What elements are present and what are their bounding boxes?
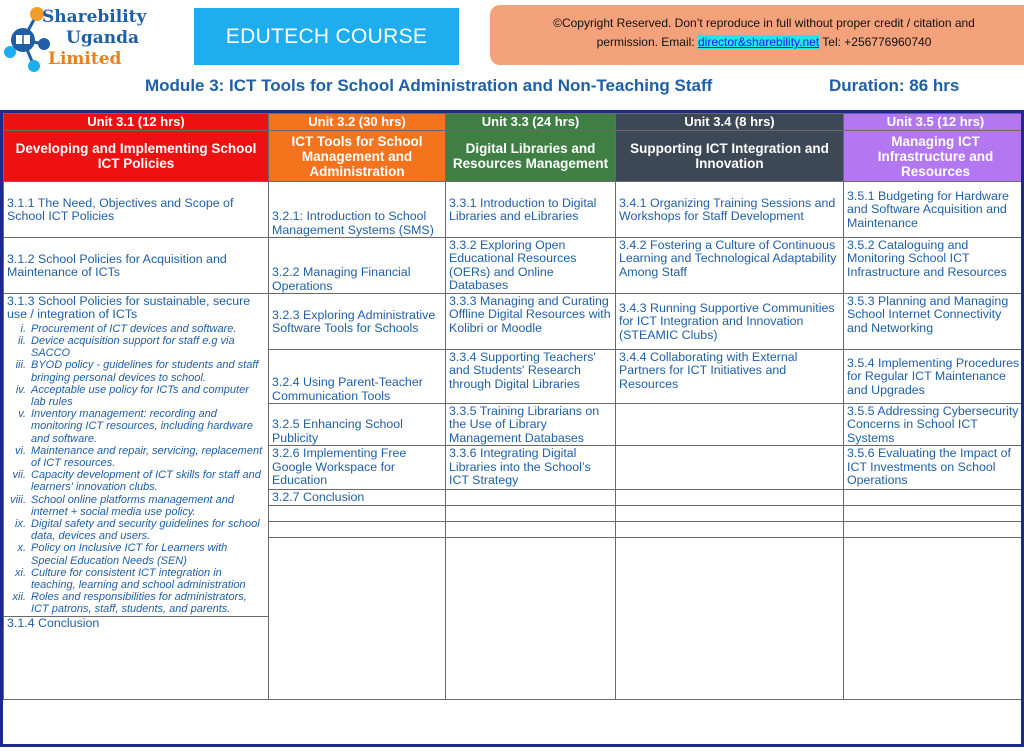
- policy-number: x.: [17, 542, 26, 555]
- module-units-table: [0, 110, 1024, 747]
- policy-item: [7, 494, 265, 518]
- topic-row: [4, 238, 1024, 294]
- policy-number: v.: [18, 408, 26, 421]
- topic-3-3-6: 3.3.6 Integrating Digital Libraries into the School’s ICT Strategy: [446, 446, 616, 490]
- topic-3-3-5: 3.3.5 Training Librarians on the Use of Library Management Databases: [446, 404, 616, 446]
- sharebility-logo: [4, 4, 164, 76]
- policy-text: Inventory management: recording and monitoring ICT resources, including hardware and software.: [31, 408, 253, 445]
- topic-3-5-1: 3.5.1 Budgeting for Hardware and Software Acquisition and Maintenance: [844, 182, 1024, 238]
- policy-text: Procurement of ICT devices and software.: [31, 322, 237, 335]
- policy-text: School online platforms management and internet + social media use policy.: [31, 493, 235, 518]
- module-title: Module 3: ICT Tools for School Administration and Non-Teaching Staff: [145, 76, 713, 95]
- unit-3-1-title: Developing and Implementing School ICT Policies: [4, 131, 269, 182]
- policy-item: [7, 359, 265, 383]
- policy-text: Device acquisition support for staff e.g via SACCO: [31, 335, 235, 360]
- topic-3-4-4: 3.4.4 Collaborating with External Partners for ICT Initiatives and Resources: [616, 350, 844, 404]
- empty-cell: [269, 522, 446, 538]
- unit-3-3-label: Unit 3.3 (24 hrs): [446, 114, 616, 131]
- logo-text-line3: Limited: [48, 49, 122, 69]
- topic-3-3-2: 3.3.2 Exploring Open Educational Resources (OERs) and Online Databases: [446, 238, 616, 294]
- policy-text: Policy on Inclusive ICT for Learners with Special Education Needs (SEN): [31, 542, 228, 567]
- policy-text: Maintenance and repair, servicing, replacement of ICT resources.: [31, 444, 263, 470]
- policy-item: [7, 542, 265, 566]
- topic-3-3-4: 3.3.4 Supporting Teachers' and Students' Research through Digital Libraries: [446, 350, 616, 404]
- topic-3-1-1: 3.1.1 The Need, Objectives and Scope of School ICT Policies: [4, 182, 269, 238]
- policy-number: ii.: [18, 335, 26, 348]
- empty-cell: [616, 446, 844, 490]
- topic-3-2-7: 3.2.7 Conclusion: [269, 490, 446, 506]
- copyright-email-link[interactable]: director&sharebility.net: [697, 35, 820, 49]
- policy-item: [7, 567, 265, 591]
- topic-3-4-3: 3.4.3 Running Supportive Communities for ICT Integration and Innovation (STEAMIC Clubs): [616, 294, 844, 350]
- topic-3-5-5: 3.5.5 Addressing Cybersecurity Concerns in School ICT Systems: [844, 404, 1024, 446]
- policy-number: viii.: [10, 493, 26, 506]
- unit-3-2-title: ICT Tools for School Management and Administration: [269, 131, 446, 182]
- topic-3-5-6: 3.5.6 Evaluating the Impact of ICT Investments on School Operations: [844, 446, 1024, 490]
- policy-item: [7, 469, 265, 493]
- empty-cell: [616, 404, 844, 446]
- copyright-phone: Tel: +256776960740: [819, 35, 932, 49]
- unit-3-3-title: Digital Libraries and Resources Management: [446, 131, 616, 182]
- policy-item: [7, 335, 265, 359]
- empty-cell: [446, 490, 616, 506]
- topic-3-3-1: 3.3.1 Introduction to Digital Libraries and eLibraries: [446, 182, 616, 238]
- policy-text: Capacity development of ICT skills for staff and learners' innovation clubs.: [31, 469, 261, 494]
- policy-number: i.: [20, 322, 26, 335]
- topic-row: [4, 294, 1024, 350]
- topic-3-1-3-title: 3.1.3 School Policies for sustainable, secure use / integration of ICTs: [7, 294, 251, 322]
- topic-3-5-2: 3.5.2 Cataloguing and Monitoring School ICT Infrastructure and Resources: [844, 238, 1024, 294]
- unit-label-row: [4, 114, 1024, 131]
- empty-cell: [844, 522, 1024, 538]
- topic-3-2-6: 3.2.6 Implementing Free Google Workspace for Education: [269, 446, 446, 490]
- copyright-line1: ©Copyright Reserved. Don’t reproduce in full without proper credit / citation and: [553, 16, 975, 30]
- empty-cell: [446, 522, 616, 538]
- logo-text-line2: Uganda: [66, 28, 139, 48]
- topic-3-5-4: 3.5.4 Implementing Procedures for Regular ICT Maintenance and Upgrades: [844, 350, 1024, 404]
- copyright-notice: [490, 5, 1024, 65]
- topic-3-2-5: 3.2.5 Enhancing School Publicity: [269, 404, 446, 446]
- policy-list: [7, 323, 265, 616]
- unit-3-4-title: Supporting ICT Integration and Innovation: [616, 131, 844, 182]
- unit-3-5-title: Managing ICT Infrastructure and Resources: [844, 131, 1024, 182]
- topic-3-5-3: 3.5.3 Planning and Managing School Internet Connectivity and Networking: [844, 294, 1024, 350]
- empty-cell: [844, 538, 1024, 700]
- topic-3-4-2: 3.4.2 Fostering a Culture of Continuous Learning and Technological Adaptability Among Staff: [616, 238, 844, 294]
- topic-3-2-4: 3.2.4 Using Parent-Teacher Communication Tools: [269, 350, 446, 404]
- topic-3-1-4: 3.1.4 Conclusion: [4, 616, 268, 630]
- units-grid: [3, 113, 1024, 700]
- topic-3-2-3: 3.2.3 Exploring Administrative Software Tools for Schools: [269, 294, 446, 350]
- policy-item: [7, 323, 265, 335]
- policy-number: xi.: [15, 566, 26, 579]
- topic-row: [4, 182, 1024, 238]
- policy-number: vii.: [12, 469, 26, 482]
- copyright-line2: [490, 33, 1024, 52]
- unit-title-row: [4, 131, 1024, 182]
- policy-number: vi.: [15, 444, 26, 457]
- policy-number: iii.: [15, 359, 26, 372]
- policy-number: iv.: [15, 383, 26, 396]
- copyright-email-prefix: permission. Email:: [596, 35, 698, 49]
- edutech-course-banner: EDUTECH COURSE: [194, 8, 459, 65]
- policy-item: [7, 408, 265, 445]
- unit-3-5-label: Unit 3.5 (12 hrs): [844, 114, 1024, 131]
- empty-cell: [844, 506, 1024, 522]
- policy-text: Digital safety and security guidelines for school data, devices and users.: [31, 518, 260, 543]
- policy-text: BYOD policy - guidelines for students and staff bringing personal devices to school.: [31, 359, 259, 384]
- topic-3-1-3: [4, 294, 269, 700]
- policy-text: Culture for consistent ICT integration in teaching, learning and school administration: [31, 566, 246, 592]
- topic-3-2-1: 3.2.1: Introduction to School Management Systems (SMS): [269, 182, 446, 238]
- unit-3-2-label: Unit 3.2 (30 hrs): [269, 114, 446, 131]
- empty-cell: [844, 490, 1024, 506]
- empty-cell: [446, 506, 616, 522]
- empty-cell: [616, 490, 844, 506]
- empty-cell: [269, 506, 446, 522]
- policy-item: [7, 384, 265, 408]
- unit-3-4-label: Unit 3.4 (8 hrs): [616, 114, 844, 131]
- empty-cell: [616, 506, 844, 522]
- policy-item: [7, 518, 265, 542]
- empty-cell: [446, 538, 616, 700]
- empty-cell: [616, 538, 844, 700]
- logo-text-line1: Sharebility: [42, 7, 147, 27]
- policy-text: Acceptable use policy for ICTs and computer lab rules: [31, 383, 249, 409]
- empty-cell: [269, 538, 446, 700]
- policy-item: [7, 591, 265, 615]
- topic-3-3-3: 3.3.3 Managing and Curating Offline Digital Resources with Kolibri or Moodle: [446, 294, 616, 350]
- unit-3-1-label: Unit 3.1 (12 hrs): [4, 114, 269, 131]
- empty-cell: [616, 522, 844, 538]
- policy-number: ix.: [15, 518, 26, 531]
- policy-text: Roles and responsibilities for administrators, ICT patrons, staff, students, and parents.: [31, 591, 247, 616]
- topic-3-1-2: 3.1.2 School Policies for Acquisition and Maintenance of ICTs: [4, 238, 269, 294]
- topic-3-2-2: 3.2.2 Managing Financial Operations: [269, 238, 446, 294]
- policy-number: xii.: [12, 591, 26, 604]
- topic-3-4-1: 3.4.1 Organizing Training Sessions and Workshops for Staff Development: [616, 182, 844, 238]
- module-duration: Duration: 86 hrs: [829, 76, 960, 95]
- policy-item: [7, 445, 265, 469]
